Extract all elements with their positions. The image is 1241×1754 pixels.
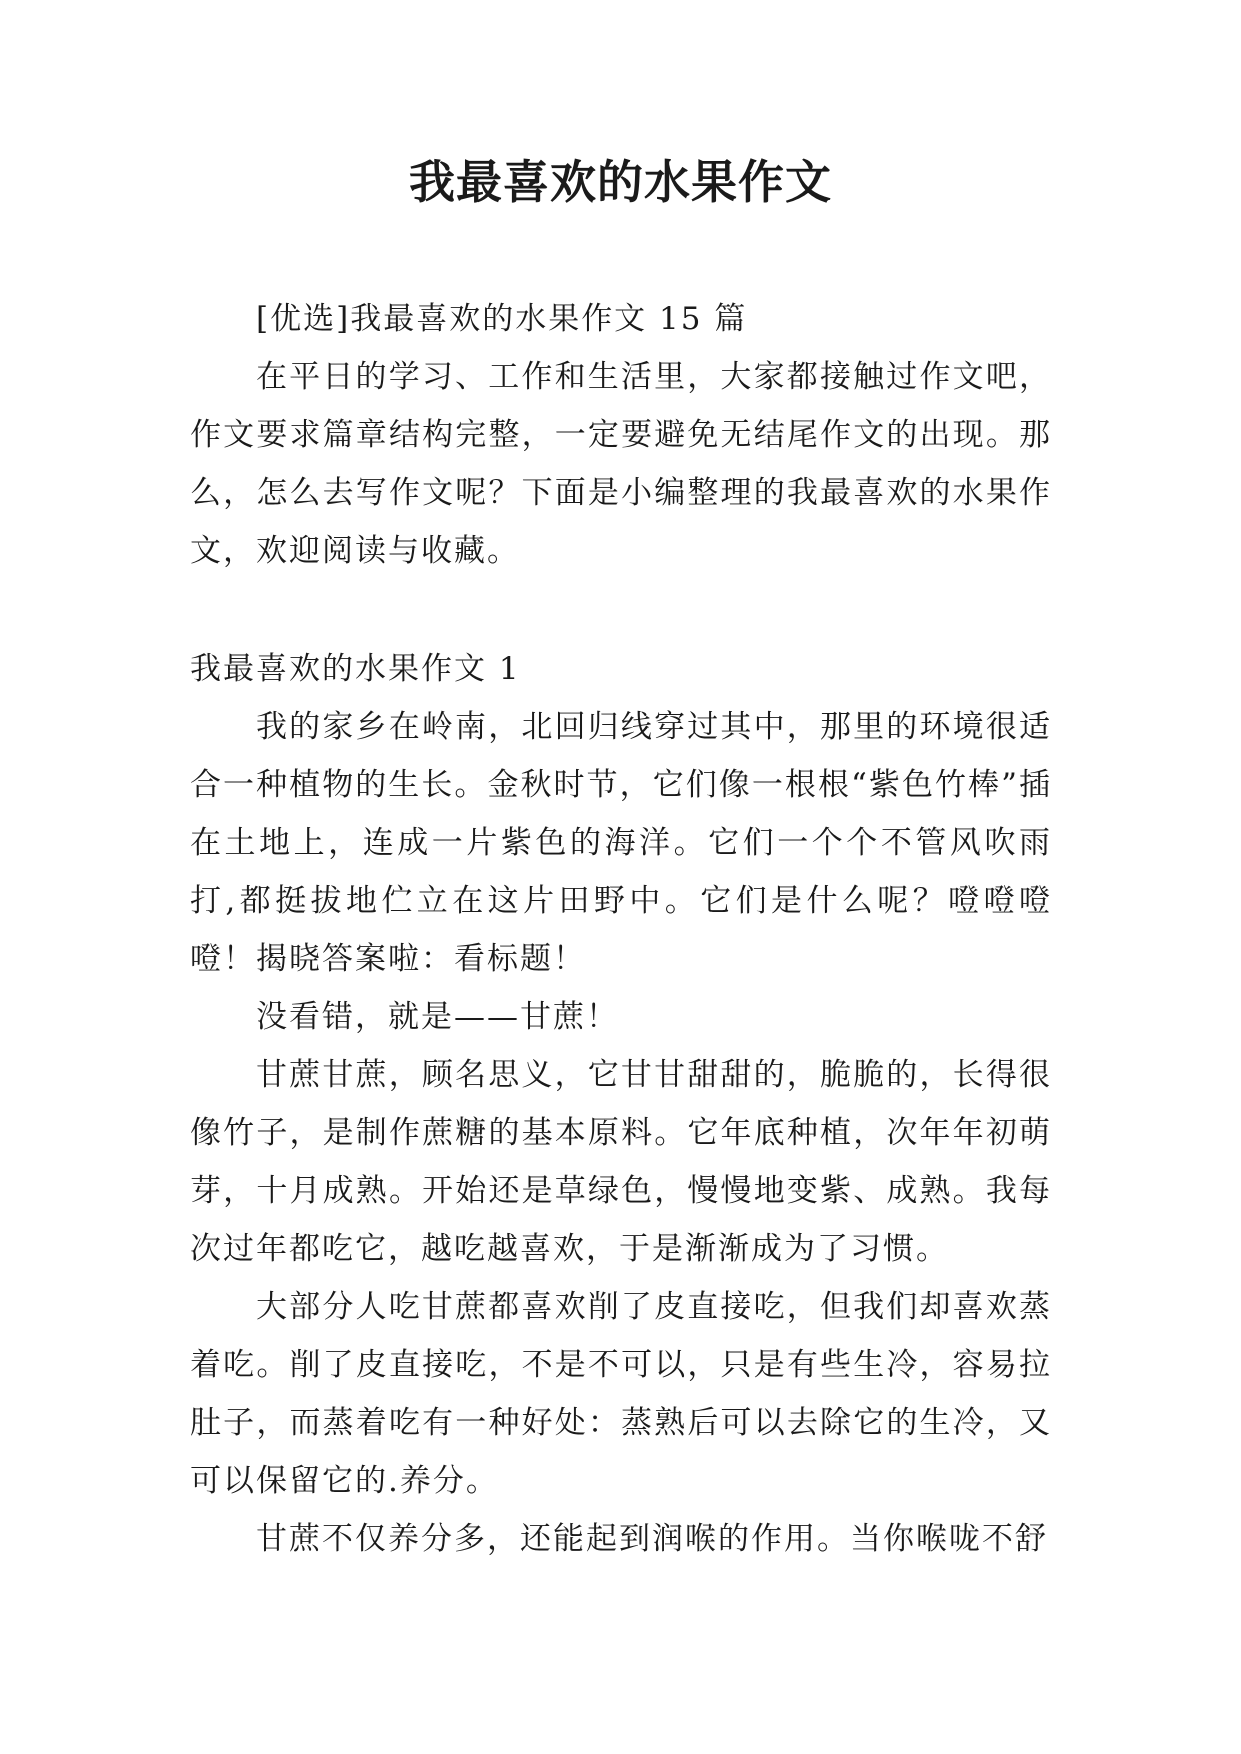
document-title: 我最喜欢的水果作文 [409, 155, 832, 209]
body-paragraph: 没看错，就是——甘蔗！ [256, 999, 619, 1035]
body-paragraph: 甘蔗甘蔗，顾名思义，它甘甘甜甜的，脆脆的，长得很像竹子，是制作蔗糖的基本原料。它年底种植，次年年初萌芽，十月成熟。开始还是草绿色，慢慢地变紫、成熟。我每次过年都吃它，越吃越喜欢，于是渐渐成为了习惯。 [190, 1057, 1052, 1267]
intro-paragraph: 在平日的学习、工作和生活里，大家都接触过作文吧，作文要求篇章结构完整，一定要避免无结尾作文的出现。那么，怎么去写作文呢？下面是小编整理的我最喜欢的水果作文，欢迎阅读与收藏。 [190, 359, 1052, 569]
section-heading: 我最喜欢的水果作文 1 [190, 651, 521, 687]
body-paragraph: 大部分人吃甘蔗都喜欢削了皮直接吃，但我们却喜欢蒸着吃。削了皮直接吃，不是不可以，只是有些生冷，容易拉肚子，而蒸着吃有一种好处：蒸熟后可以去除它的生冷，又可以保留它的.养分。 [190, 1289, 1052, 1499]
intro-label: [优选]我最喜欢的水果作文 15 篇 [256, 301, 748, 337]
body-paragraph: 我的家乡在岭南，北回归线穿过其中，那里的环境很适合一种植物的生长。金秋时节，它们像一根根“紫色竹棒”插在土地上，连成一片紫色的海洋。它们一个个不管风吹雨打,都挺拔地伫立在这片田野中。它们是什么呢？噔噔噔噔！揭晓答案啦：看标题！ [190, 709, 1052, 977]
body-paragraph: 甘蔗不仅养分多，还能起到润喉的作用。当你喉咙不舒 [256, 1521, 1048, 1557]
document-body [190, 290, 1052, 1568]
